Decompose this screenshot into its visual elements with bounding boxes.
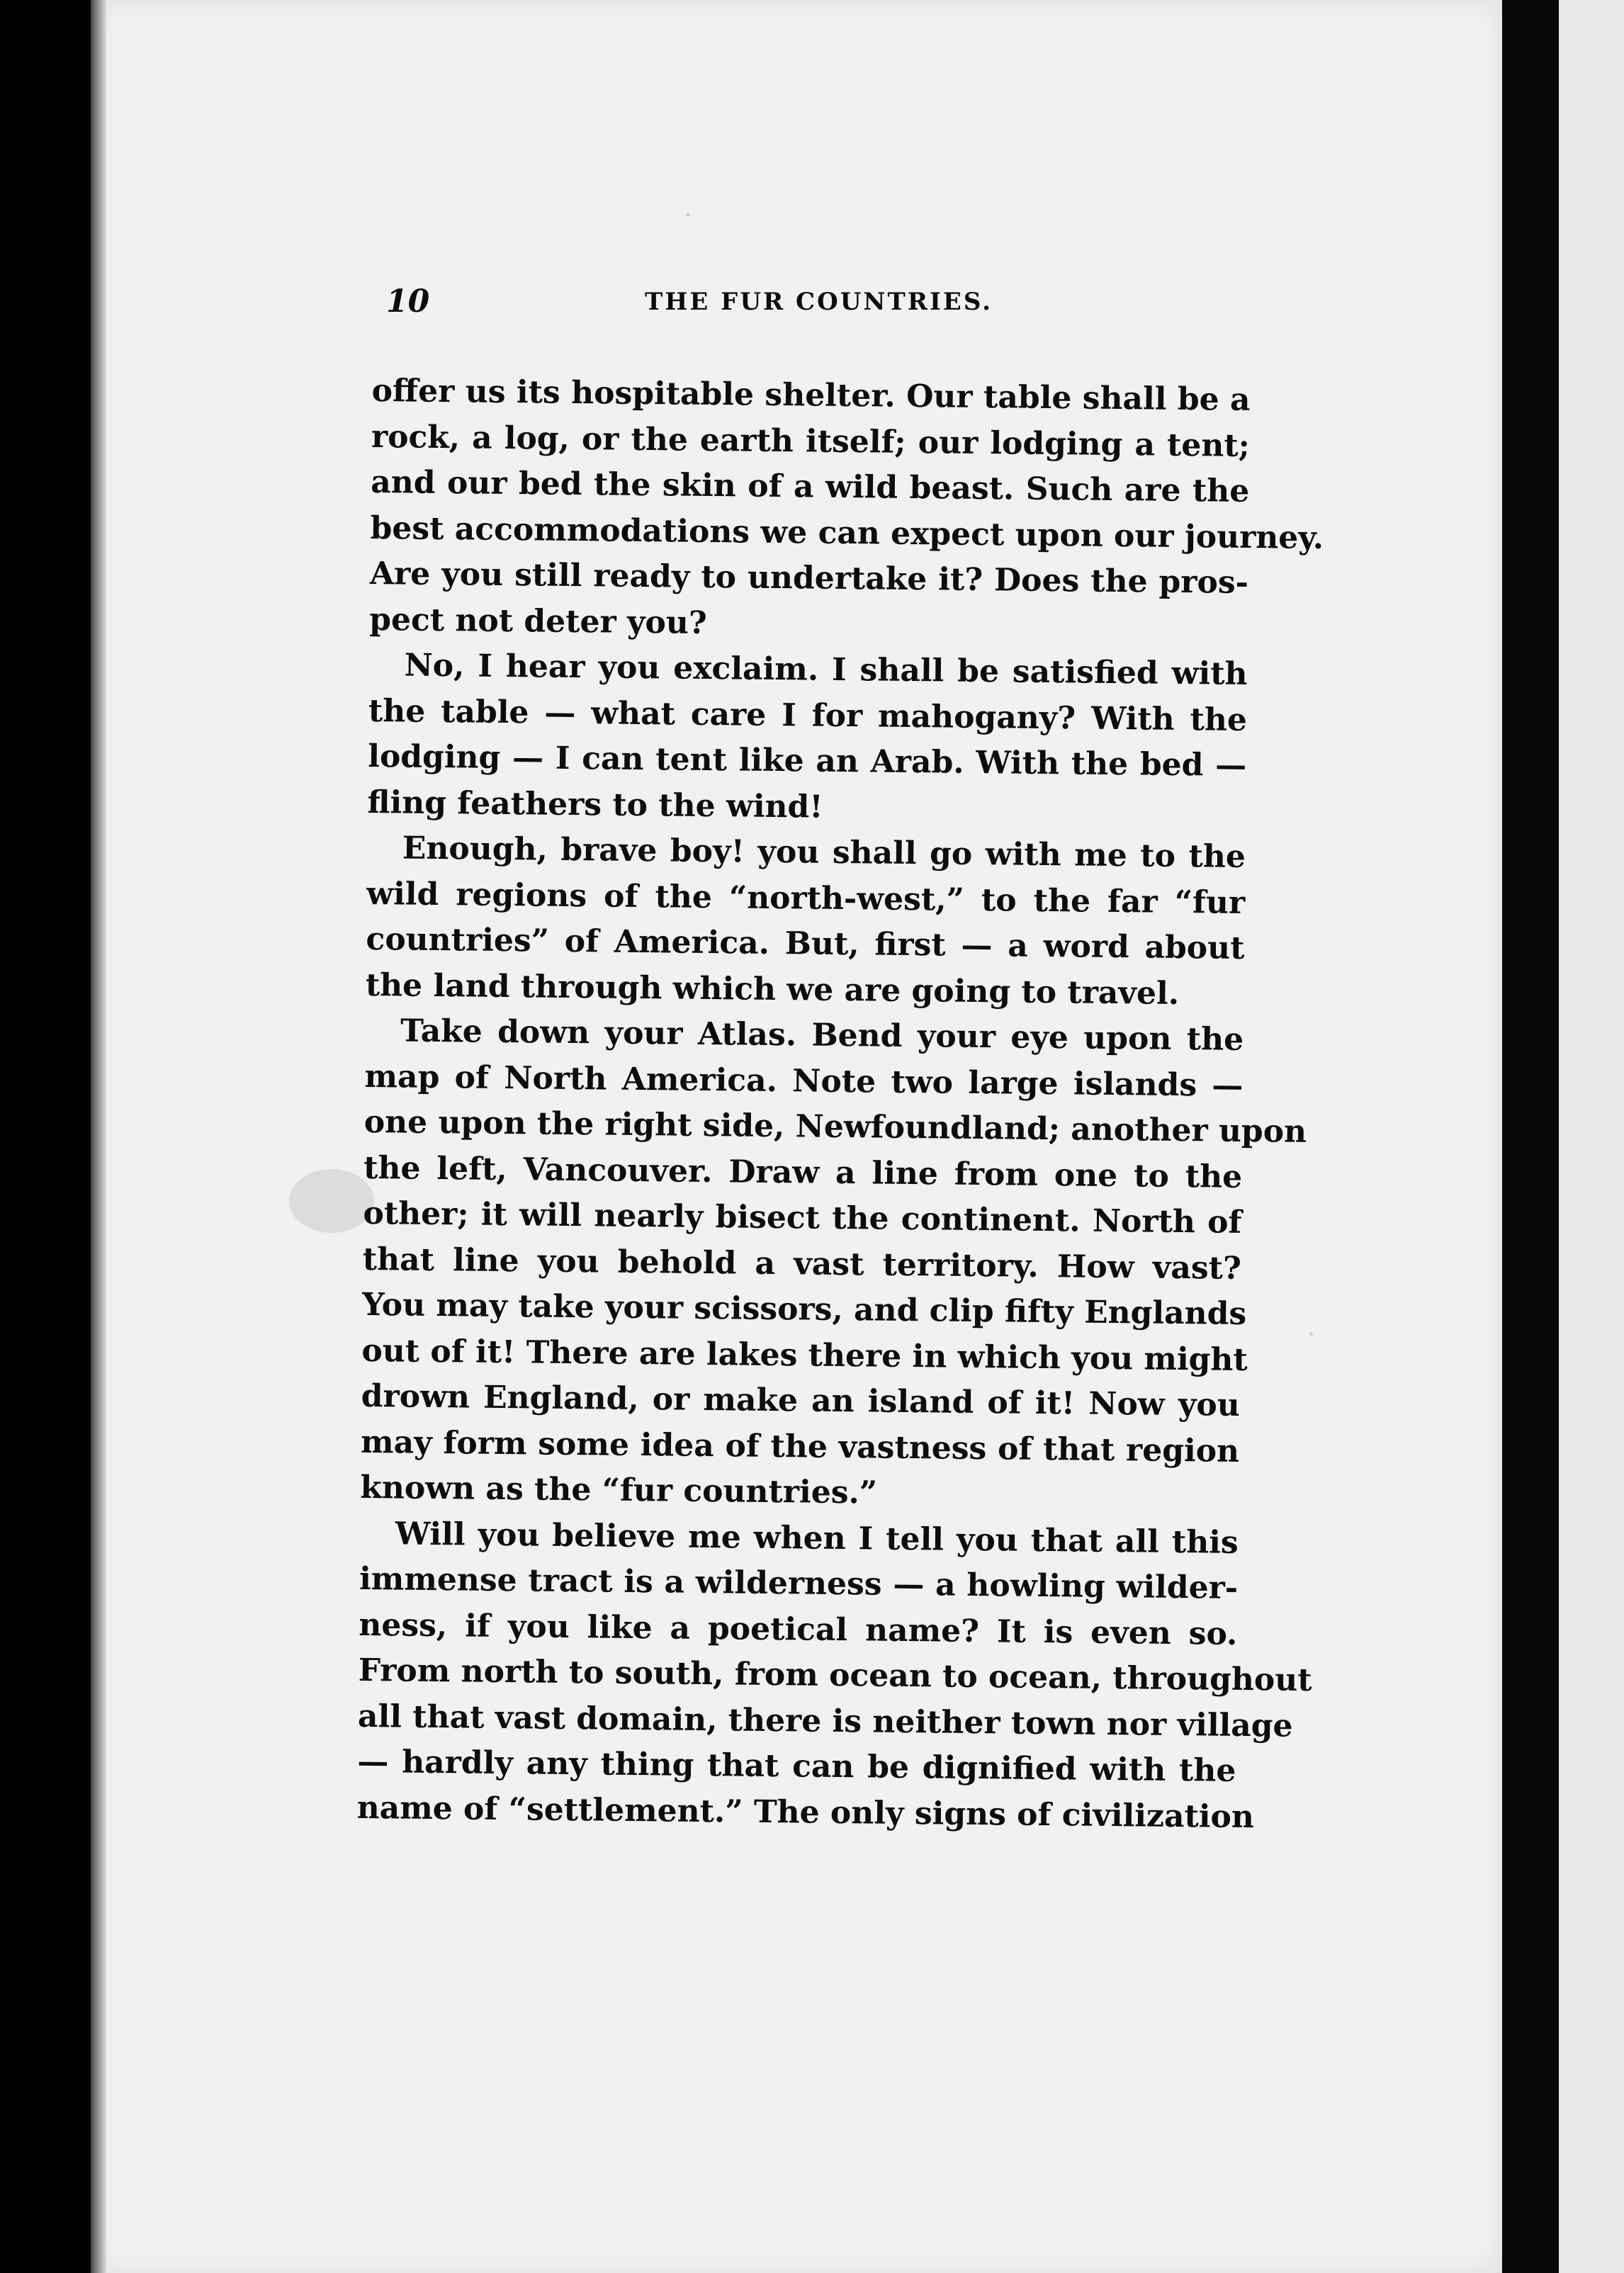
binding-shadow — [1502, 0, 1559, 2273]
text-line: countries” of America. But, first — a word about — [366, 920, 1245, 966]
text-line: may form some idea of the vastness of that region — [360, 1423, 1240, 1470]
text-line: out of it! There are lakes there in which you might — [361, 1332, 1248, 1378]
page-number: 10 — [386, 283, 430, 320]
text-line: — hardly any thing that can be dignified with the — [357, 1743, 1236, 1789]
paper-speck — [1309, 1332, 1313, 1336]
paragraph-first-line: Enough, brave boy! you shall go with me to the — [402, 830, 1246, 875]
text-line: map of North America. Note two large islands — — [364, 1058, 1244, 1104]
text-line: other; it will nearly bisect the continent. North of — [363, 1195, 1242, 1241]
text-line: You may take your scissors, and clip fifty Englands — [361, 1286, 1247, 1332]
text-line: fling feathers to the wind! — [367, 784, 823, 825]
body-text — [356, 368, 1324, 1840]
text-line: the table — what care I for mahogany? With the — [368, 692, 1248, 738]
text-line: the land through which we are going to travel. — [365, 966, 1180, 1012]
text-line: wild regions of the “north-west,” to the far “fur — [366, 875, 1246, 921]
text-line: offer us its hospitable shelter. Our table shall be a — [371, 372, 1251, 418]
text-line: the left, Vancouver. Draw a line from one to the — [363, 1149, 1243, 1195]
page-header — [386, 283, 1251, 333]
running-title: THE FUR COUNTRIES. — [645, 288, 993, 316]
text-line: ness, if you like a poetical name? It is even so. — [359, 1606, 1238, 1652]
paper-stain — [289, 1169, 374, 1233]
facing-page-edge — [1559, 0, 1624, 2273]
paragraph-first-line: No, I hear you exclaim. I shall be satisfied with — [404, 647, 1248, 692]
text-line: drown England, or make an island of it! Now you — [361, 1377, 1241, 1423]
text-line: lodging — I can tent like an Arab. With the bed — — [367, 738, 1247, 784]
text-line: pect not deter you? — [369, 601, 707, 641]
text-line: one upon the right side, Newfoundland; another upon — [363, 1103, 1307, 1150]
paragraph-first-line: Take down your Atlas. Bend your eye upon the — [400, 1013, 1244, 1058]
text-line: From north to south, from ocean to ocean, throughout — [358, 1652, 1312, 1698]
paper-speck — [686, 213, 690, 217]
text-line: all that vast domain, there is neither town nor village — [357, 1698, 1293, 1744]
text-line: and our bed the skin of a wild beast. Such are the — [371, 463, 1250, 509]
text-line: that line you behold a vast territory. How vast? — [362, 1241, 1242, 1287]
page-gutter-edge — [91, 0, 106, 2273]
text-line: rock, a log, or the earth itself; our lodging a tent; — [371, 418, 1251, 464]
text-line: immense tract is a wilderness — a howling wilder- — [359, 1560, 1239, 1606]
text-line: Are you still ready to undertake it? Does the pros- — [369, 555, 1249, 601]
paragraph-first-line: Will you believe me when I tell you that all this — [395, 1515, 1239, 1561]
text-line: known as the “fur countries.” — [360, 1469, 878, 1511]
text-line: name of “settlement.” The only signs of civilization — [356, 1789, 1255, 1835]
text-line: best accommodations we can expect upon our journey. — [370, 509, 1324, 556]
